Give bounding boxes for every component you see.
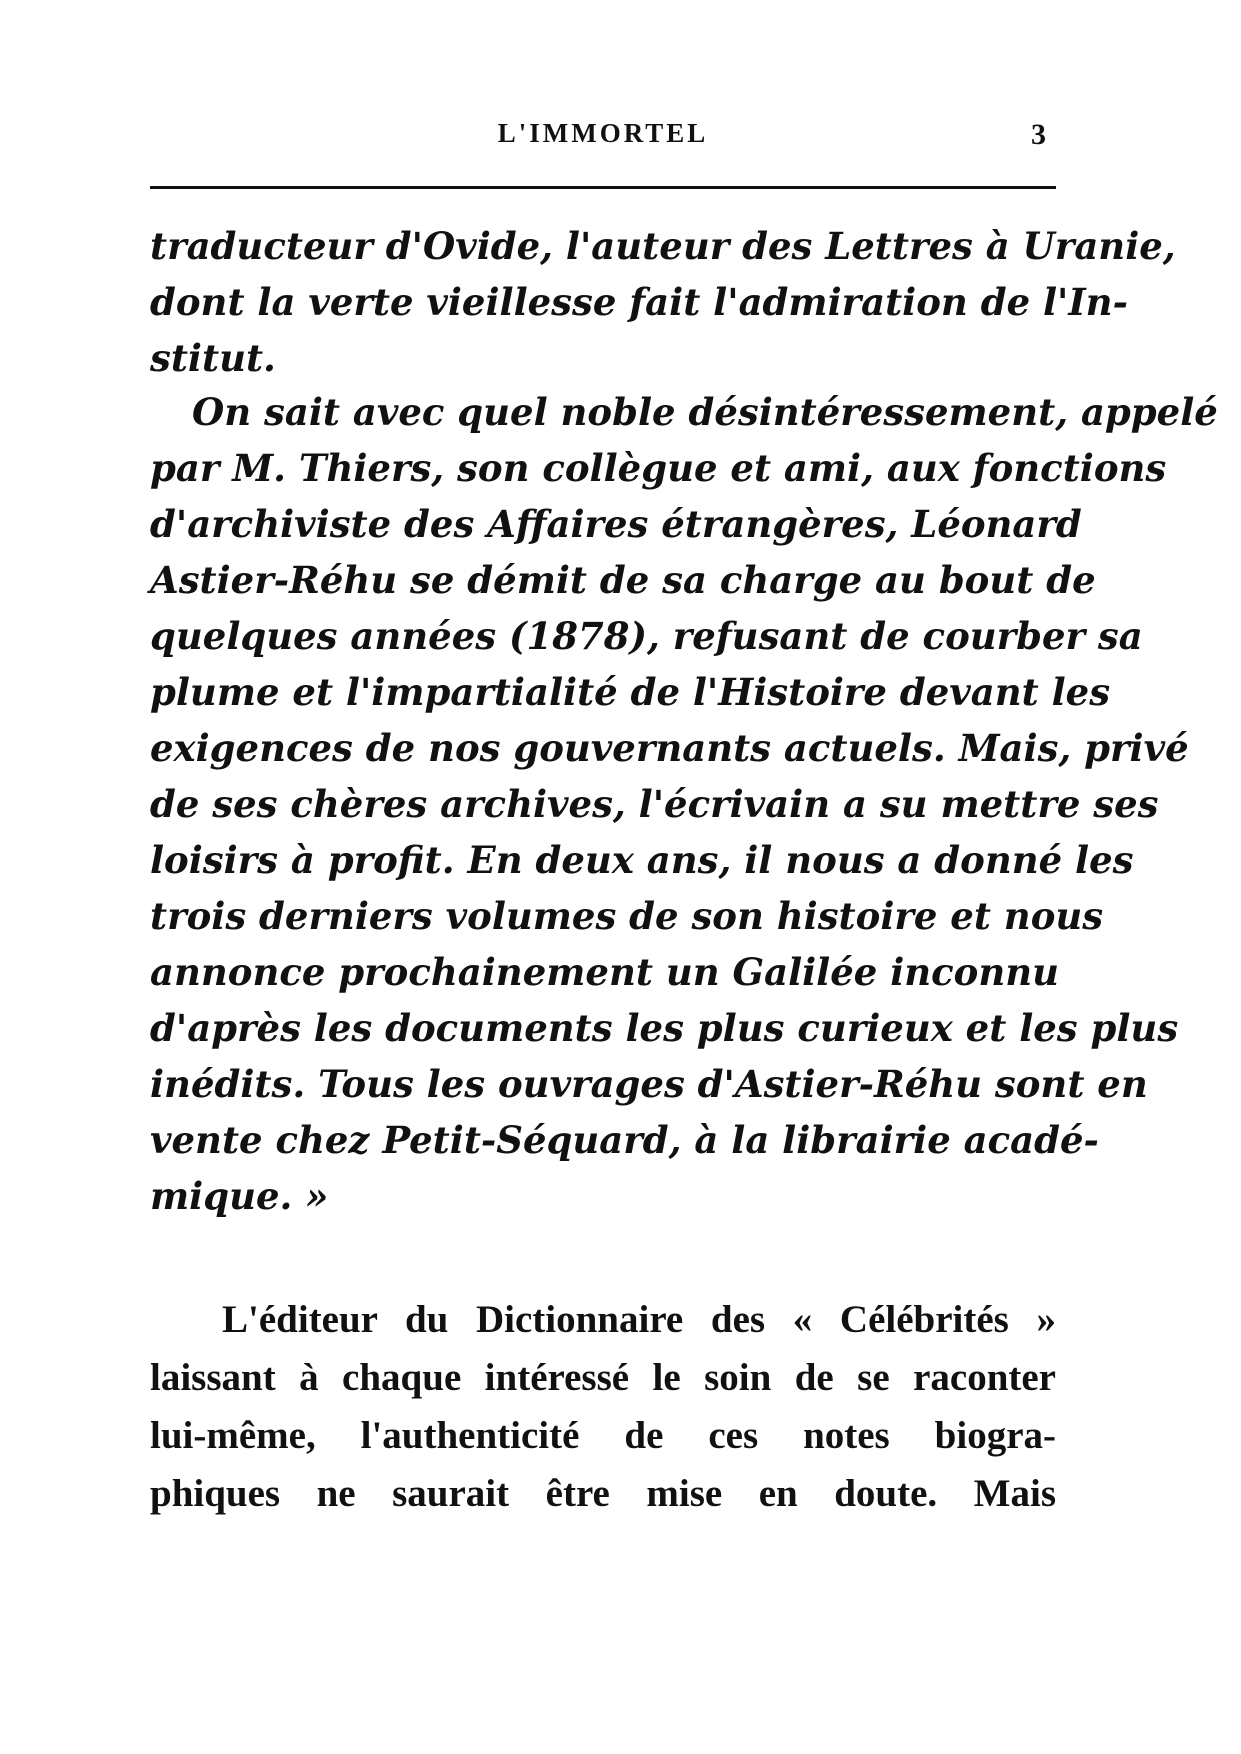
text-line: traducteur d'Ovide, l'auteur des Lettres à Uranie, [150,224,1176,268]
text-line: laissant à chaque intéressé le soin de se raconter [150,1356,1056,1399]
text-line: mique. » [150,1174,329,1218]
text-line: stitut. [150,336,276,380]
text-line: trois derniers volumes de son histoire et nous [150,894,1104,938]
header-rule [150,186,1056,189]
text-line: par M. Thiers, son collègue et ami, aux fonctions [150,446,1167,490]
text-line: On sait avec quel noble désintéressement, appelé [192,390,1218,434]
text-line: L'éditeur du Dictionnaire des « Célébrités » [222,1298,1056,1341]
running-head [150,118,1056,158]
text-line: Astier-Réhu se démit de sa charge au bout de [150,558,1096,602]
text-line: de ses chères archives, l'écrivain a su mettre ses [150,782,1159,826]
text-line: annonce prochainement un Galilée inconnu [150,950,1060,994]
text-line: inédits. Tous les ouvrages d'Astier-Réhu sont en [150,1062,1148,1106]
text-line: exigences de nos gouvernants actuels. Mais, privé [150,726,1189,770]
running-title: L'IMMORTEL [497,118,709,148]
text-line: quelques années (1878), refusant de courber sa [150,614,1143,658]
text-line: phiques ne saurait être mise en doute. Mais [150,1472,1056,1515]
text-line: dont la verte vieillesse fait l'admiration de l'In- [150,280,1128,324]
text-line: plume et l'impartialité de l'Histoire devant les [150,670,1111,714]
page-number: 3 [1031,118,1046,151]
text-line: d'archiviste des Affaires étrangères, Léonard [150,502,1082,546]
text-line: vente chez Petit-Séquard, à la librairie acadé- [150,1118,1099,1162]
text-line: lui-même, l'authenticité de ces notes biogra- [150,1414,1056,1457]
text-line: d'après les documents les plus curieux et les plus [150,1006,1179,1050]
text-line: loisirs à profit. En deux ans, il nous a donné les [150,838,1134,882]
